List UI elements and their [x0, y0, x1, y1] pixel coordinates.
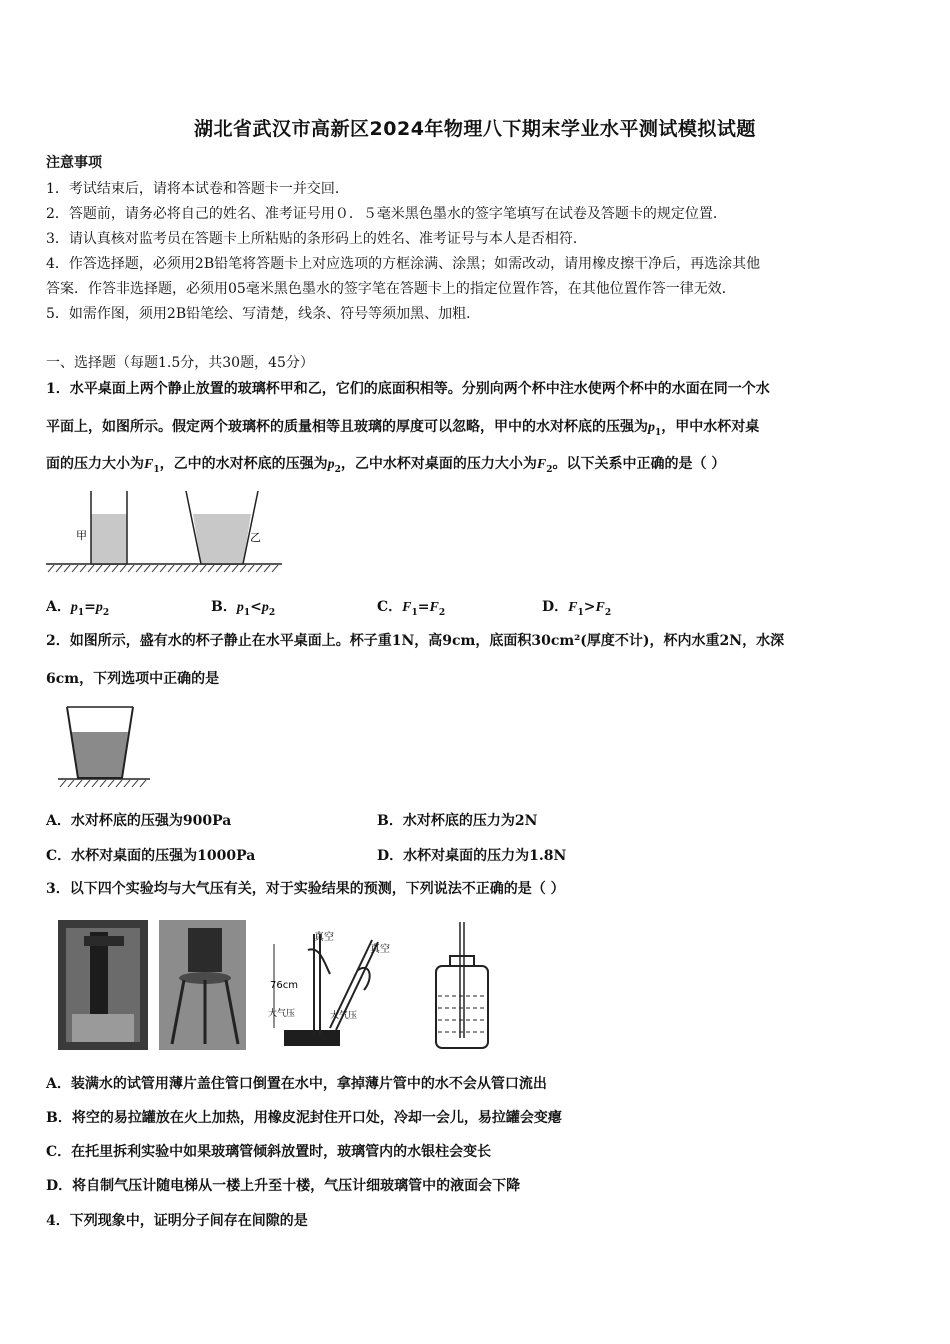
notice-item: 5．如需作图，须用2B铅笔绘、写清楚，线条、符号等须加黑、加粗． — [46, 306, 481, 322]
notice-item: 4．作答选择题，必须用2B铅笔将答题卡上对应选项的方框涂满、涂黑；如需改动，请用橡皮擦干净后，再选涂其他 — [46, 256, 761, 272]
q3-option-a[interactable]: A．装满水的试管用薄片盖住管口倒置在水中，拿掉薄片管中的水不会从管口流出 — [46, 1076, 547, 1092]
q2-option-d[interactable]: D．水杯对桌面的压力为1.8N — [377, 848, 567, 864]
page-title: 湖北省武汉市高新区2024年物理八下期末学业水平测试模拟试题 — [194, 118, 756, 140]
section-heading: 一、选择题（每题1.5分，共30题，45分） — [46, 355, 314, 371]
q1-option-b[interactable]: B．$p_1<p_2$ — [211, 599, 276, 618]
notice-item: 1．考试结束后，请将本试卷和答题卡一并交回． — [46, 181, 349, 197]
q4-line1: 4．下列现象中，证明分子间存在间隙的是 — [46, 1213, 308, 1229]
label-yi: 乙 — [250, 531, 261, 544]
label-vacuum-2: 真空 — [370, 944, 390, 955]
q3-option-c[interactable]: C．在托里拆利实验中如果玻璃管倾斜放置时，玻璃管内的水银柱会变长 — [46, 1144, 492, 1160]
q1-line2: 平面上，如图所示。假定两个玻璃杯的质量相等且玻璃的厚度可以忽略，甲中的水对杯底的压强为$p_1$，甲中水杯对桌 — [46, 419, 760, 438]
q3-option-b[interactable]: B．将空的易拉罐放在火上加热，用橡皮泥封住开口处，冷却一会儿，易拉罐会变瘪 — [46, 1110, 562, 1126]
label-atm-1: 大气压 — [268, 1009, 296, 1019]
q1-option-a[interactable]: A．$p_1=p_2$ — [46, 599, 110, 618]
q3-line1: 3．以下四个实验均与大气压有关，对于实验结果的预测，下列说法不正确的是（ ） — [46, 881, 565, 897]
q1-line1: 1．水平桌面上两个静止放置的玻璃杯甲和乙，它们的底面积相等。分别向两个杯中注水使两个杯中的水面在同一个水 — [46, 381, 770, 397]
notice-item: 2．答题前，请务必将自己的姓名、准考证号用０．５毫米黑色墨水的签字笔填写在试卷及答题卡的规定位置． — [46, 206, 727, 222]
q1-figure — [46, 486, 286, 576]
q1-option-c[interactable]: C．$F_1=F_2$ — [377, 599, 446, 618]
label-76cm: 76cm — [270, 980, 298, 991]
q1-option-d[interactable]: D．$F_1>F_2$ — [542, 599, 612, 618]
notice-item: 3．请认真核对监考员在答题卡上所粘贴的条形码上的姓名、准考证号与本人是否相符． — [46, 231, 587, 247]
q3-figure — [58, 918, 498, 1054]
q2-option-c[interactable]: C．水杯对桌面的压强为1000Pa — [46, 848, 256, 864]
notice-item: 答案．作答非选择题，必须用05毫米黑色墨水的签字笔在答题卡上的指定位置作答，在其他位置作答一律无效． — [46, 281, 736, 297]
q2-line1: 2．如图所示，盛有水的杯子静止在水平桌面上。杯子重1N，高9cm，底面积30cm²(厚度不计)，杯内水重2N，水深 — [46, 633, 785, 649]
q2-line2: 6cm，下列选项中正确的是 — [46, 671, 220, 687]
label-jia: 甲 — [76, 529, 87, 542]
label-atm-2: 大气压 — [330, 1011, 358, 1021]
notice-heading: 注意事项 — [46, 155, 102, 171]
q1-line3: 面的压力大小为$F_1$，乙中的水对杯底的压强为$p_2$，乙中水杯对桌面的压力大小为$F_2$。以下关系中正确的是（ ） — [46, 456, 726, 475]
q3-option-d[interactable]: D．将自制气压计随电梯从一楼上升至十楼，气压计细玻璃管中的液面会下降 — [46, 1178, 521, 1194]
label-vacuum-1: 真空 — [314, 932, 334, 943]
q2-option-a[interactable]: A．水对杯底的压强为900Pa — [46, 813, 232, 829]
q2-option-b[interactable]: B．水对杯底的压力为2N — [377, 813, 538, 829]
q2-figure — [58, 700, 154, 790]
